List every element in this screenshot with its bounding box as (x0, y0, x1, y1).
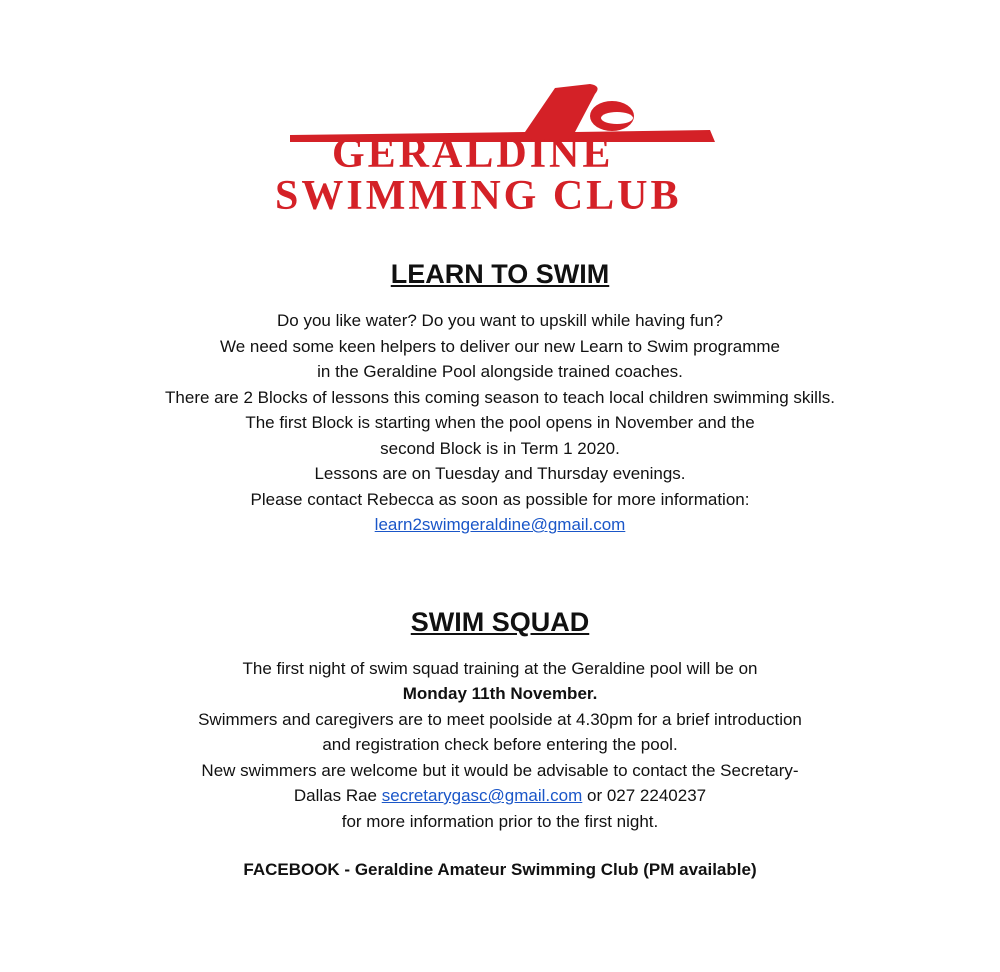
body-line: Please contact Rebecca as soon as possible for more information: (250, 489, 750, 509)
squad-start-date: Monday 11th November. (402, 684, 598, 703)
body-line: Lessons are on Tuesday and Thursday evenings. (314, 464, 686, 483)
body-line: and registration check before entering the pool. (322, 735, 678, 754)
facebook-note: FACEBOOK - Geraldine Amateur Swimming Club (PM available) (243, 860, 757, 879)
body-line: New swimmers are welcome but it would be advisable to contact the Secretary- (201, 760, 799, 780)
body-line: second Block is in Term 1 2020. (380, 438, 620, 458)
secretary-email-link[interactable]: secretarygasc@gmail.com (381, 786, 583, 805)
learn-to-swim-email-link[interactable]: learn2swimgeraldine@gmail.com (374, 515, 626, 534)
contact-phone: or 027 2240237 (582, 786, 707, 805)
club-logo (270, 80, 740, 220)
body-line: for more information prior to the first night. (341, 811, 659, 831)
body-line: in the Geraldine Pool alongside trained coaches. (317, 362, 683, 381)
body-line: We need some keen helpers to deliver our new Learn to Swim programme (219, 336, 781, 356)
swim-squad-heading: SWIM SQUAD (410, 606, 590, 637)
body-line: The first night of swim squad training at the Geraldine pool will be on (242, 658, 758, 678)
swim-squad-body (0, 656, 1000, 835)
learn-to-swim-body (0, 308, 1000, 538)
body-line: There are 2 Blocks of lessons this coming season to teach local children swimming skills. (165, 387, 835, 407)
contact-prefix: Dallas Rae (293, 786, 382, 805)
logo-text-line2: SWIMMING CLUB (275, 173, 682, 219)
flyer-content (0, 250, 1000, 880)
body-line: Do you like water? Do you want to upskill while having fun? (276, 311, 724, 330)
secretary-contact-line (0, 783, 1000, 809)
learn-to-swim-heading: LEARN TO SWIM (390, 259, 610, 289)
body-line: Swimmers and caregivers are to meet poolside at 4.30pm for a brief introduction (198, 709, 802, 729)
logo-text-line1: GERALDINE (332, 131, 614, 177)
body-line: The first Block is starting when the pool opens in November and the (245, 413, 755, 432)
